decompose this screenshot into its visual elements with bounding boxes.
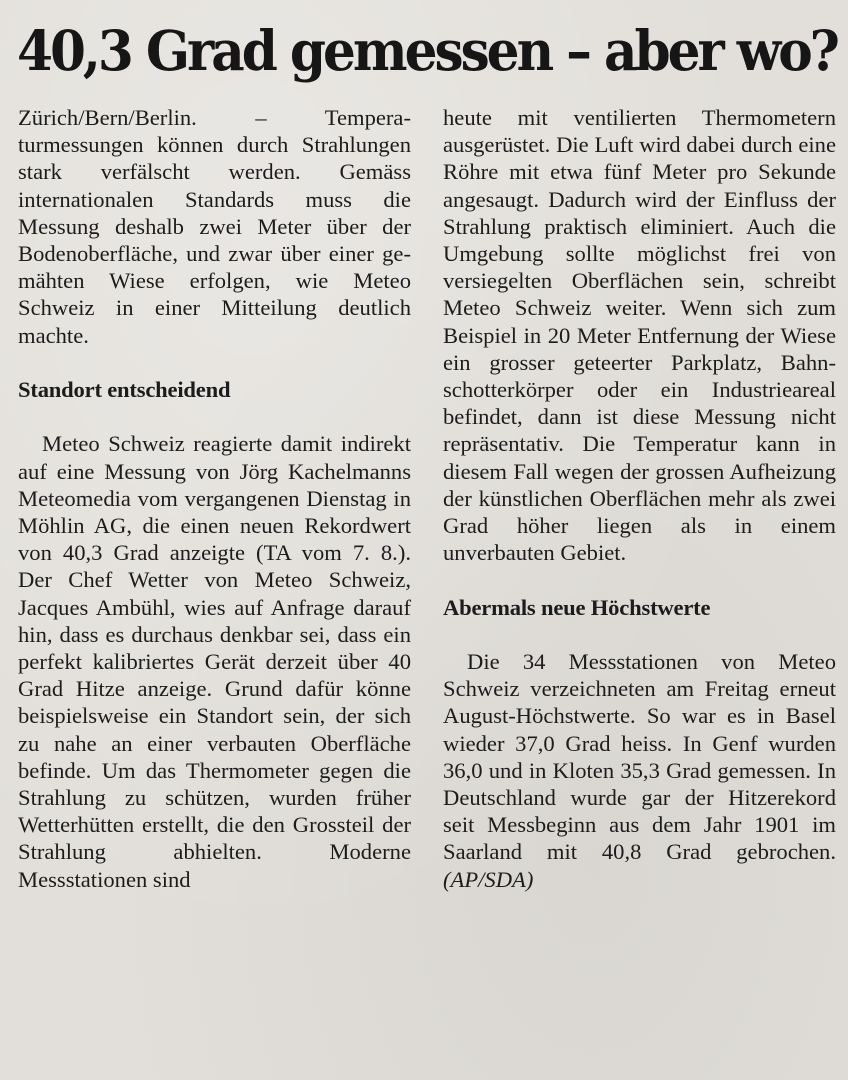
article-headline: 40,3 Grad gemessen – aber wo? (17, 18, 837, 83)
section-2-text: Die 34 Messstationen von Meteo Schweiz verzeichneten am Freitag erneut August-Höchstwerte. So war es in Basel wieder 37,0 Grad heiss. In Genf wurden 36,0 und in Kloten 35,3 Grad gemessen. In Deutschland wurde gar der Hitzerekord seit Messbeginn aus dem Jahr 1901 im Saarland mit 40,8 Grad gebrochen. (443, 649, 836, 865)
spacer (18, 349, 411, 376)
section-1-paragraph-part-2: heute mit ventilierten Thermometern ausgerüstet. Die Luft wird dabei durch eine Röhre mit etwa fünf Meter pro Sekunde angesaugt. Dadurch wird der Einfluss der Strahlung praktisch eliminiert. Auch die Umgebung sollte möglichst frei von versiegelten Oberflächen sein, schreibt Meteo Schweiz weiter. Wenn sich zum Beispiel in 20 Meter Entfernung der Wiese ein grosser geteerter Parkplatz, Bahnschotterkörper oder ein Industrieareal befindet, dann ist diese Messung nicht repräsentativ. Die Temperatur kann in diesem Fall wegen der grossen Aufheizung der künstlichen Oberflächen mehr als zwei Grad höher liegen als in einem unverbauten Gebiet. (443, 105, 836, 566)
spacer (443, 621, 836, 648)
article-column-right (443, 104, 836, 893)
section-heading-standort: Standort entscheidend (18, 377, 231, 403)
spacer (443, 566, 836, 593)
section-heading-hoechstwerte: Abermals neue Höchstwerte (443, 594, 711, 620)
lead-paragraph: Zürich/Bern/Berlin. – Temperaturmessungen können durch Strahlungen stark verfälscht werden. Gemäss internationalen Standards muss die Messung deshalb zwei Meter über der Bodenoberfläche, und zwar über einer gemähten Wiese erfolgen, wie Meteo Schweiz in einer Mitteilung deutlich machte. (18, 105, 411, 348)
section-2-paragraph (443, 648, 836, 893)
article-column-left (18, 104, 411, 893)
agency-credit: (AP/SDA) (443, 866, 534, 892)
section-1-paragraph-part-1: Meteo Schweiz reagierte damit indirekt auf eine Messung von Jörg Kachelmanns Meteomedia vom vergangenen Dienstag in Möhlin AG, die einen neuen Rekordwert von 40,3 Grad anzeigte (TA vom 7. 8.). Der Chef Wetter von Meteo Schweiz, Jacques Ambühl, wies auf Anfrage darauf hin, dass es durchaus denkbar sei, dass ein perfekt kalibriertes Gerät derzeit über 40 Grad Hitze anzeige. Grund dafür könne beispielsweise ein Standort sein, der sich zu nahe an einer verbauten Oberfläche befinde. Um das Thermometer gegen die Strahlung zu schützen, wurden früher Wetterhütten erstellt, die den Grossteil der Strahlung abhielten. Moderne Messstationen sind (18, 431, 411, 892)
spacer (18, 403, 411, 430)
